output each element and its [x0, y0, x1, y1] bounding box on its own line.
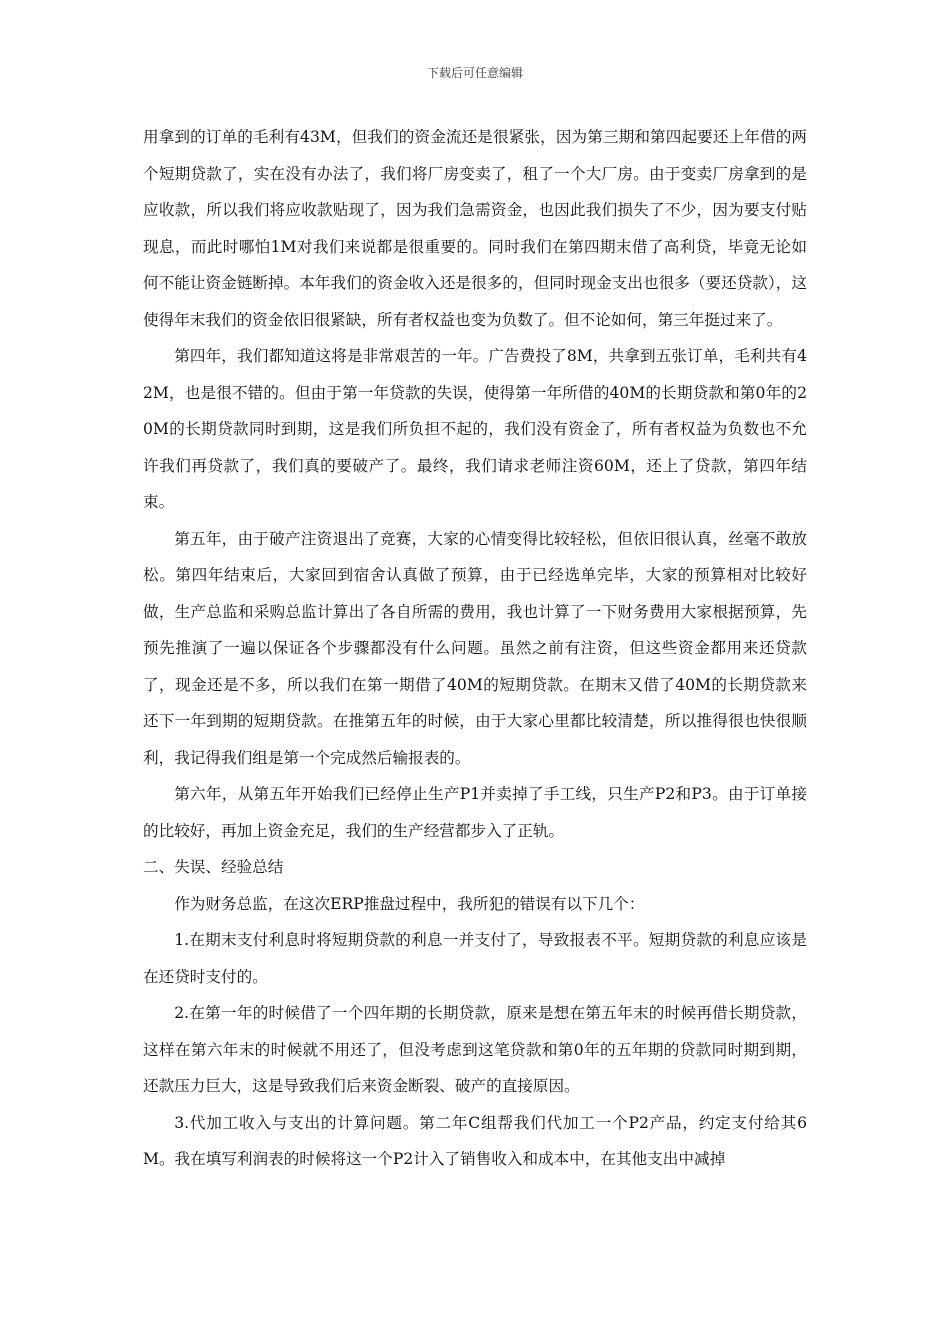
paragraph-mistake-2: 2.在第一年的时候借了一个四年期的长期贷款，原来是想在第五年末的时候再借长期贷款，这样在第六年末的时候就不用还了，但没考虑到这笔贷款和第0年的五年期的贷款同时期到期，还款压力巨大，这是导致我们后来资金断裂、破产的直接原因。 [143, 1004, 807, 1095]
paragraph-intro-mistakes: 作为财务总监，在这次ERP推盘过程中，我所犯的错误有以下几个： [174, 894, 645, 913]
paragraph-year6: 第六年，从第五年开始我们已经停止生产P1并卖掉了手工线，只生产P2和P3。由于订单接的比较好，再加上资金充足，我们的生产经营都步入了正轨。 [143, 785, 807, 840]
paragraph-year5: 第五年，由于破产注资退出了竞赛，大家的心情变得比较轻松，但依旧很认真，丝毫不敢放松。第四年结束后，大家回到宿舍认真做了预算，由于已经选单完毕，大家的预算相对比较好做，生产总监和采购总监计算出了各自所需的费用，我也计算了一下财务费用大家根据预算，先预先推演了一遍以保证各个步骤都没有什么问题。虽然之前有注资，但这些资金都用来还贷款了，现金还是不多，所以我们在第一期借了40M的短期贷款。在期末又借了40M的长期贷款来还下一年到期的短期贷款。在推第五年的时候，由于大家心里都比较清楚，所以推得很也快很顺利，我记得我们组是第一个完成然后输报表的。 [143, 529, 807, 767]
paragraph-mistake-3: 3.代加工收入与支出的计算问题。第二年C组帮我们代加工一个P2产品，约定支付给其6M。我在填写利润表的时候将这一个P2计入了销售收入和成本中，在其他支出中减掉 [143, 1113, 807, 1168]
section-heading-lessons: 二、失误、经验总结 [143, 858, 284, 876]
paragraph-year3-continued: 用拿到的订单的毛利有43M，但我们的资金流还是很紧张，因为第三期和第四起要还上年借的两个短期贷款了，实在没有办法了，我们将厂房变卖了，租了一个大厂房。由于变卖厂房拿到的是应收款，所以我们将应收款贴现了，因为我们急需资金，也因此我们损失了不少，因为要支付贴现息，而此时哪怕1M对我们来说都是很重要的。同时我们在第四期末借了高利贷，毕竟无论如何不能让资金链断掉。本年我们的资金收入还是很多的，但同时现金支出也很多（要还贷款），这使得年末我们的资金依旧很紧缺，所有者权益也变为负数了。但不论如何，第三年挺过来了。 [143, 128, 807, 329]
paragraph-mistake-1: 1.在期末支付利息时将短期贷款的利息一并支付了，导致报表不平。短期贷款的利息应该是在还贷时支付的。 [143, 931, 807, 986]
page-header: 下载后可任意编辑 [426, 66, 523, 80]
document-body [143, 119, 807, 1178]
paragraph-year4: 第四年，我们都知道这将是非常艰苦的一年。广告费投了8M，共拿到五张订单，毛利共有42M，也是很不错的。但由于第一年贷款的失误，使得第一年所借的40M的长期贷款和第0年的20M的长期贷款同时到期，这是我们所负担不起的，我们没有资金了，所有者权益为负数也不允许我们再贷款了，我们真的要破产了。最终，我们请求老师注资60M，还上了贷款，第四年结束。 [143, 347, 807, 511]
